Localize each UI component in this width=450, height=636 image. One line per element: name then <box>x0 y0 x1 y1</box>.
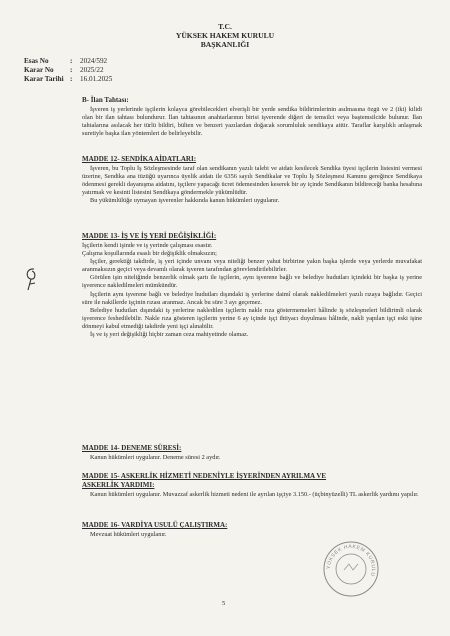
madde-12-title: MADDE 12- SENDİKA AİDATLARI: <box>82 155 197 163</box>
madde-13-text: İşçilerin kendi işinde ve iş yerinde çalışması esastır. Çalışma koşullarında esaslı bir değişiklik olmaksızın; İşçiler, gerektiği takdirde, iş yeri içinde unvanı veya niteliği benzer yahut birbirine yakın başka işlerde veya yerlerde muvafakat aranmaksızın geçici veya devamlı olarak işveren tarafından görevlendirilebilirler. Görülen işin niteliğinde benzerlik olmak şartı ile işçilerin, aynı işverene bağlı ve belediye hudutları içindeki bir başka iş yerine işverence nakledilmeleri mümkündür. İşçilerin aynı işverene bağlı ve belediye hudutları dışındaki iş yerlerine daimî olarak nakledilmeleri yazılı rızaya bağlıdır. Geçici süre ile nakillerde işçinin rızası aranmaz. Ancak bu süre 3 ayı geçemez. Belediye hudutları dışındaki iş yerlerine nakledilen işçilerin nakle rıza göstermemeleri hâlinde iş sözleşmeleri bildirimli olarak işverence feshedilebilir. Nakle rıza gösteren işçilerin yerine 6 ay içinde işçi ihtiyacı duyulması hâlinde, nakli yapılan işçi eski işine dönmeyi kabul etmediği takdirde yeni işçi alınabilir. İş ve iş yeri değişikliği hiçbir zaman ceza mahiyetinde olamaz. <box>82 242 422 339</box>
madde-13-title: MADDE 13- İŞ VE İŞ YERİ DEĞİŞİKLİĞİ: <box>82 232 217 240</box>
meta-karar-tarihi: Karar Tarihi : 16.01.2025 <box>24 75 113 83</box>
madde-15-text: Kanun hükümleri uygulanır. Muvazzaf askerlik hizmeti nedeni ile ayrılan işçiye 3.150.- (üçbinyüzelli) TL askerlik yardımı yapılır. <box>90 491 419 498</box>
official-stamp-seal <box>322 540 380 598</box>
meta-karar-no: Karar No : 2025/22 <box>24 66 104 74</box>
madde-16-title: MADDE 16- VARDİYA USULÜ ÇALIŞTIRMA: <box>82 521 228 529</box>
page-number: 5 <box>222 600 226 607</box>
header-line-2: YÜKSEK HAKEM KURULU <box>175 31 275 40</box>
meta-esas-no: Esas No : 2024/592 <box>24 57 108 65</box>
madde-12-text: İşveren, bu Toplu İş Sözleşmesinde taraf olan sendikanın yazılı talebi ve aidatı kesilecek Sendika üyesi işçilerin listesini vermesi üzerine, Sendika ana tüzüğü uyarınca üyelik aidatı ile 6356 sayılı Sendikalar ve Toplu İş Sözleşmesi Kanunu gereğince Sendikaya ödenmesi gerekli dayanışma aidatını, işçilere yapacağı ücret ödemesinden keserek bir ay içinde Sendikanın bildireceği banka hesabına yatırmak ve kesinti listesini Sendikaya göndermekle yükümlüdür. Bu yükümlülüğe uymayan işverenler hakkında kanun hükümleri uygulanır. <box>82 165 422 205</box>
header-line-1: T.C. <box>218 22 232 31</box>
section-b-text: İşveren iş yerlerinde işçilerin kolayca görebilecekleri elverişli bir yerde sendika bildirimlerinin asılmasına özgü ve 2 (iki) kilidi olan bir ilan tahtası bulundurur. İlan tahtasının anahtarlarının birisi işverende diğeri de temsilci veya baştemsilcide bulunur. İlan tahtalarına asılacak her türlü bildiri, bülten ve benzeri yazılardan doğacak sorumluluk sendikaya aittir. Taraflar karşılıklı anlaşmak suretiyle başka ilan yöntemleri de belirleyebilir. <box>82 106 422 138</box>
svg-text:YÜKSEK HAKEM KURULU: YÜKSEK HAKEM KURULU <box>325 543 377 578</box>
handwritten-margin-mark <box>22 266 40 292</box>
madde-16-text: Mevzuat hükümleri uygulanır. <box>90 531 167 538</box>
madde-15-title-b: ASKERLİK YARDIMI: <box>82 481 155 489</box>
madde-14-title: MADDE 14- DENEME SÜRESİ: <box>82 444 182 452</box>
madde-15-title-a: MADDE 15- ASKERLİK HİZMETİ NEDENİYLE İŞYERİNDEN AYRILMA VE <box>82 472 327 480</box>
madde-14-text: Kanun hükümleri uygulanır. Deneme süresi 2 aydır. <box>90 454 221 461</box>
section-b-title: B- İlan Tahtası: <box>82 96 129 104</box>
header-line-3: BAŞKANLIĞI <box>200 40 250 49</box>
